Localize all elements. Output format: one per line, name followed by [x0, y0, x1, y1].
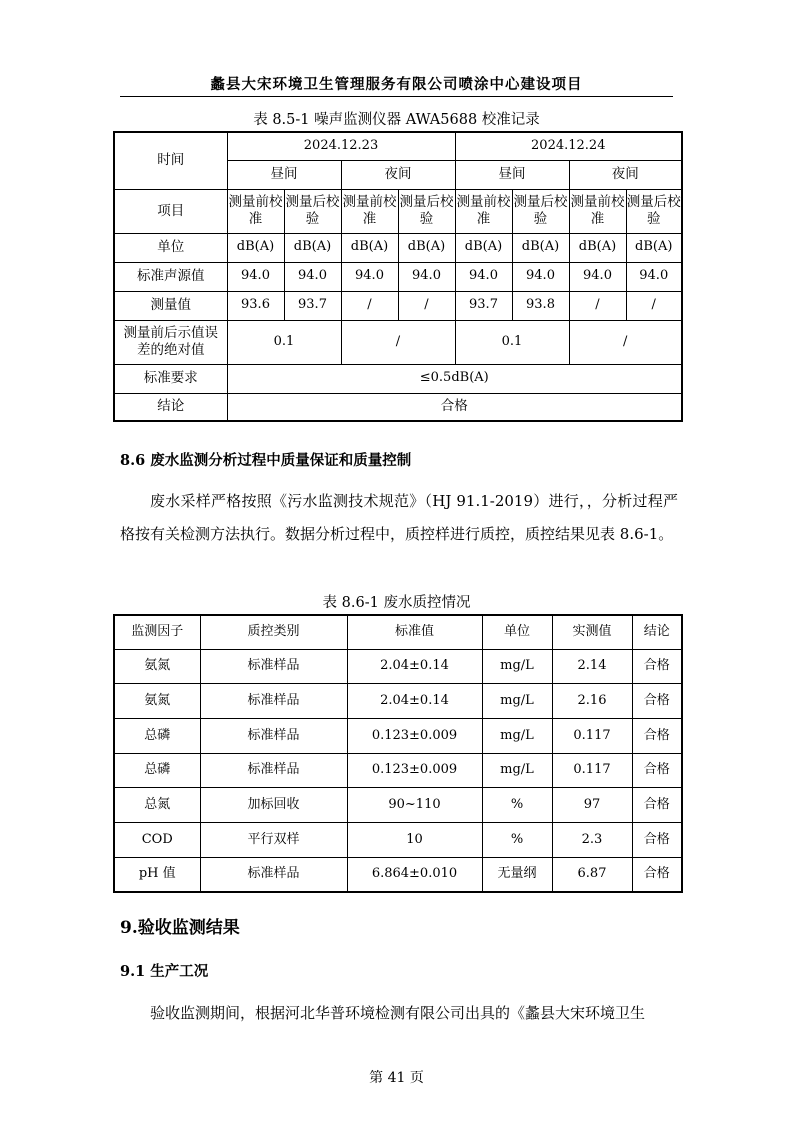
- table-cell: 标准样品: [200, 753, 347, 788]
- req-value: ≤0.5dB(A): [227, 364, 682, 393]
- table-cell: 平行双样: [200, 822, 347, 857]
- meas-value: /: [626, 291, 682, 320]
- std-value: 94.0: [455, 262, 512, 291]
- std-value: 94.0: [512, 262, 569, 291]
- unit-label: 单位: [114, 233, 227, 262]
- std-value: 94.0: [398, 262, 455, 291]
- section-8-6-paragraph: 废水采样严格按照《污水监测技术规范》（HJ 91.1-2019）进行，，分析过程严格按有关检测方法执行。数据分析过程中，质控样进行质控，质控结果见表 8.6-1。: [120, 492, 678, 543]
- table-cell: 90~110: [347, 788, 482, 823]
- header-cell: 实测值: [552, 615, 632, 649]
- table-cell: 标准样品: [200, 649, 347, 684]
- table-cell: 0.117: [552, 718, 632, 753]
- meas-value: /: [398, 291, 455, 320]
- item-cell: 测量后校验: [626, 189, 682, 233]
- period-cell: 昼间: [455, 160, 569, 189]
- running-header: 蠡县大宋环境卫生管理服务有限公司喷涂中心建设项目: [210, 76, 583, 93]
- table-cell: mg/L: [482, 684, 552, 719]
- req-label: 标准要求: [114, 364, 227, 393]
- table-row: [114, 753, 682, 788]
- item-cell: 测量后校验: [284, 189, 341, 233]
- header-cell: 标准值: [347, 615, 482, 649]
- table-cell: 标准样品: [200, 857, 347, 892]
- section-9-1-paragraph: 验收监测期间，根据河北华普环境检测有限公司出具的《蠡县大宋环境卫生: [150, 1004, 646, 1022]
- meas-value: 93.6: [227, 291, 284, 320]
- unit-cell: dB(A): [512, 233, 569, 262]
- std-value: 94.0: [284, 262, 341, 291]
- unit-cell: dB(A): [455, 233, 512, 262]
- table-cell: %: [482, 788, 552, 823]
- table-cell: 10: [347, 822, 482, 857]
- table-cell: 2.04±0.14: [347, 649, 482, 684]
- header-divider: [120, 96, 673, 97]
- header-cell: 单位: [482, 615, 552, 649]
- noise-calibration-table: [113, 131, 683, 422]
- unit-cell: dB(A): [341, 233, 398, 262]
- time-label: 时间: [114, 132, 227, 189]
- table-cell: 0.123±0.009: [347, 753, 482, 788]
- table-cell: mg/L: [482, 718, 552, 753]
- table-cell: COD: [114, 822, 200, 857]
- table-cell: 加标回收: [200, 788, 347, 823]
- table-cell: 2.14: [552, 649, 632, 684]
- table-cell: mg/L: [482, 649, 552, 684]
- meas-label: 测量值: [114, 291, 227, 320]
- item-cell: 测量后校验: [398, 189, 455, 233]
- table-cell: 无量纲: [482, 857, 552, 892]
- table-cell: 标准样品: [200, 684, 347, 719]
- table-cell: 97: [552, 788, 632, 823]
- unit-cell: dB(A): [626, 233, 682, 262]
- diff-value: 0.1: [455, 320, 569, 364]
- item-label: 项目: [114, 189, 227, 233]
- conclusion-value: 合格: [227, 393, 682, 421]
- table-row: [114, 822, 682, 857]
- section-9-1-heading: 9.1 生产工况: [120, 963, 209, 980]
- std-value: 94.0: [569, 262, 626, 291]
- table-cell: 0.123±0.009: [347, 718, 482, 753]
- table-cell: 2.04±0.14: [347, 684, 482, 719]
- header-cell: 质控类别: [200, 615, 347, 649]
- table-8-6-1-caption: 表 8.6-1 废水质控情况: [322, 595, 471, 611]
- meas-value: /: [341, 291, 398, 320]
- table-cell: 合格: [632, 718, 682, 753]
- std-label: 标准声源值: [114, 262, 227, 291]
- table-cell: 标准样品: [200, 718, 347, 753]
- conclusion-label: 结论: [114, 393, 227, 421]
- wastewater-qc-table: [113, 614, 683, 893]
- unit-cell: dB(A): [284, 233, 341, 262]
- page-number: 第 41 页: [369, 1070, 424, 1086]
- item-cell: 测量前校准: [227, 189, 284, 233]
- table-8-5-1-caption: 表 8.5-1 噪声监测仪器 AWA5688 校准记录: [253, 112, 540, 128]
- table-cell: 6.87: [552, 857, 632, 892]
- diff-value: 0.1: [227, 320, 341, 364]
- table-cell: 合格: [632, 822, 682, 857]
- table-cell: 0.117: [552, 753, 632, 788]
- table-cell: 2.3: [552, 822, 632, 857]
- date-cell: 2024.12.24: [455, 132, 682, 160]
- unit-cell: dB(A): [569, 233, 626, 262]
- item-cell: 测量后校验: [512, 189, 569, 233]
- diff-value: /: [569, 320, 682, 364]
- table-cell: 合格: [632, 857, 682, 892]
- meas-value: 93.8: [512, 291, 569, 320]
- diff-label: 测量前后示值误差的绝对值: [114, 320, 227, 364]
- item-cell: 测量前校准: [455, 189, 512, 233]
- section-8-6-heading: 8.6 废水监测分析过程中质量保证和质量控制: [120, 452, 412, 469]
- table-cell: mg/L: [482, 753, 552, 788]
- table-cell: pH 值: [114, 857, 200, 892]
- table-cell: 合格: [632, 649, 682, 684]
- std-value: 94.0: [626, 262, 682, 291]
- period-cell: 昼间: [227, 160, 341, 189]
- meas-value: 93.7: [284, 291, 341, 320]
- table-row: [114, 684, 682, 719]
- header-cell: 监测因子: [114, 615, 200, 649]
- section-9-heading: 9.验收监测结果: [120, 918, 240, 938]
- table-row: [114, 718, 682, 753]
- table-cell: 总磷: [114, 718, 200, 753]
- unit-cell: dB(A): [227, 233, 284, 262]
- std-value: 94.0: [227, 262, 284, 291]
- unit-cell: dB(A): [398, 233, 455, 262]
- table-cell: 6.864±0.010: [347, 857, 482, 892]
- date-cell: 2024.12.23: [227, 132, 455, 160]
- table-cell: 合格: [632, 684, 682, 719]
- table-cell: 合格: [632, 788, 682, 823]
- period-cell: 夜间: [341, 160, 455, 189]
- table-cell: %: [482, 822, 552, 857]
- table-row: [114, 788, 682, 823]
- table-cell: 合格: [632, 753, 682, 788]
- table-cell: 氨氮: [114, 649, 200, 684]
- table-cell: 总磷: [114, 753, 200, 788]
- table-cell: 总氮: [114, 788, 200, 823]
- header-cell: 结论: [632, 615, 682, 649]
- diff-value: /: [341, 320, 455, 364]
- table-cell: 2.16: [552, 684, 632, 719]
- period-cell: 夜间: [569, 160, 682, 189]
- meas-value: 93.7: [455, 291, 512, 320]
- meas-value: /: [569, 291, 626, 320]
- item-cell: 测量前校准: [341, 189, 398, 233]
- table-row: [114, 857, 682, 892]
- item-cell: 测量前校准: [569, 189, 626, 233]
- table-cell: 氨氮: [114, 684, 200, 719]
- table-row: [114, 649, 682, 684]
- std-value: 94.0: [341, 262, 398, 291]
